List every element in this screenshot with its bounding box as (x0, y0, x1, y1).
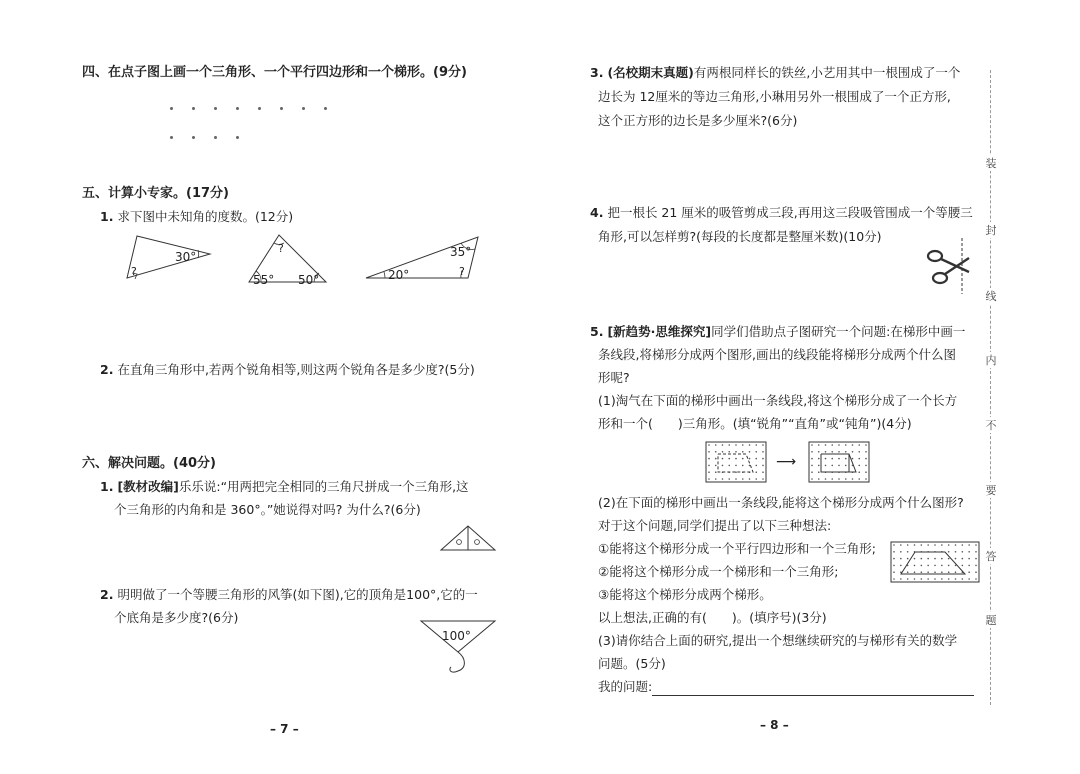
margin-char-3: 线 (985, 290, 997, 303)
margin-char-7: 答 (985, 550, 997, 563)
answer-blank-line[interactable] (652, 683, 974, 696)
q5-part2-line1: (2)在下面的梯形中画出一条线段,能将这个梯形分成两个什么图形? (598, 495, 964, 510)
dot-grid-trapezoid-before (705, 441, 767, 483)
question-text: 有两根同样长的铁丝,小艺用其中一根围成了一个 (693, 65, 961, 80)
q5-line2: 条线段,将梯形分成两个图形,画出的线段能将梯形分成两个什么图 (598, 347, 956, 362)
question-number: 1. (100, 479, 114, 494)
question-tag: [新趋势·思维探究] (607, 324, 712, 339)
triangle-3-angle-20: 20° (388, 268, 410, 282)
margin-char-4: 内 (985, 354, 997, 367)
q5-line1 (590, 323, 965, 341)
triangle-3-unknown: ? (459, 265, 465, 278)
dot-grid-trapezoid-after (808, 441, 870, 483)
q5-line3: 形呢? (598, 370, 630, 385)
margin-char-2: 封 (985, 224, 997, 237)
margin-char-6: 要 (985, 484, 997, 497)
section-6-title: 六、解决问题。(40分) (82, 456, 216, 471)
question-number: 2. (100, 362, 114, 377)
q5-answer-line: 以上想法,正确的有( )。(填序号)(3分) (598, 610, 827, 625)
arrow-right-icon: ⟶ (776, 454, 797, 470)
triangle-1-angle-30: 30° (175, 250, 197, 264)
q3-line3: 这个正方形的边长是多少厘米?(6分) (598, 113, 798, 128)
q5-idea-2: ②能将这个梯形分成一个梯形和一个三角形; (598, 564, 839, 579)
q3-line2: 边长为 12厘米的等边三角形,小琳用另外一根围成了一个正方形, (598, 89, 951, 104)
q5-part1-line1: (1)淘气在下面的梯形中画出一条线段,将这个梯形分成了一个长方 (598, 393, 958, 408)
question-number: 5. (590, 324, 604, 339)
question-number: 3. (590, 65, 604, 80)
q5-part1-line2: 形和一个( )三角形。(填“锐角”“直角”或“钝角”)(4分) (598, 416, 912, 431)
question-number: 4. (590, 205, 604, 220)
margin-char-1: 装 (985, 157, 997, 170)
question-text: 把一根长 21 厘米的吸管剪成三段,再用这三段吸管围成一个等腰三 (607, 205, 973, 220)
question-number: 2. (100, 587, 114, 602)
question-text: 乐乐说:“用两把完全相同的三角尺拼成一个三角形,这 (178, 479, 469, 494)
triangle-2-angle-50: 50° (298, 273, 320, 287)
margin-char-8: 题 (985, 614, 997, 627)
section-5-title: 五、计算小专家。(17分) (82, 186, 229, 201)
triangle-3-angle-35: 35° (450, 245, 472, 259)
my-question-label: 我的问题: (598, 679, 653, 694)
my-question-row (598, 678, 974, 696)
question-text: 求下图中未知角的度数。(12分) (117, 209, 294, 224)
triangle-2-angle-55: 55° (253, 273, 275, 287)
q3-line1 (590, 64, 960, 82)
section-6-q2-line2: 个底角是多少度?(6分) (114, 610, 239, 625)
dot-grid-trapezoid-large (890, 541, 980, 583)
q5-part2-line2: 对于这个问题,同学们提出了以下三种想法: (598, 518, 832, 533)
q5-part3-line2: 问题。(5分) (598, 656, 666, 671)
scissors-icon (925, 236, 971, 296)
q5-part3-line1: (3)请你结合上面的研究,提出一个想继续研究的与梯形有关的数学 (598, 633, 958, 648)
q5-idea-1: ①能将这个梯形分成一个平行四边形和一个三角形; (598, 541, 876, 556)
q4-line2: 角形,可以怎样剪?(每段的长度都是整厘米数)(10分) (598, 229, 882, 244)
section-6-q1-line2: 个三角形的内角和是 360°。”她说得对吗? 为什么?(6分) (114, 502, 421, 517)
q5-idea-3: ③能将这个梯形分成两个梯形。 (598, 587, 772, 602)
margin-char-5: 不 (985, 419, 997, 432)
question-text: 同学们借助点子图研究一个问题:在梯形中画一 (711, 324, 966, 339)
question-tag: (名校期末真题) (607, 65, 694, 80)
question-number: 1. (100, 209, 114, 224)
kite-angle-label: 100° (442, 629, 471, 643)
page-number-8: – 8 – (760, 718, 789, 732)
question-text: 明明做了一个等腰三角形的风筝(如下图),它的顶角是100°,它的一 (117, 587, 478, 602)
question-tag: [教材改编] (117, 479, 179, 494)
triangle-2-unknown: ? (278, 242, 284, 255)
question-text: 在直角三角形中,若两个锐角相等,则这两个锐角各是多少度?(5分) (117, 362, 475, 377)
section-4-title: 四、在点子图上画一个三角形、一个平行四边形和一个梯形。(9分) (82, 65, 467, 80)
page-number-7: – 7 – (270, 722, 299, 736)
q4-line1 (590, 204, 973, 222)
triangle-1-unknown: ? (131, 265, 137, 278)
